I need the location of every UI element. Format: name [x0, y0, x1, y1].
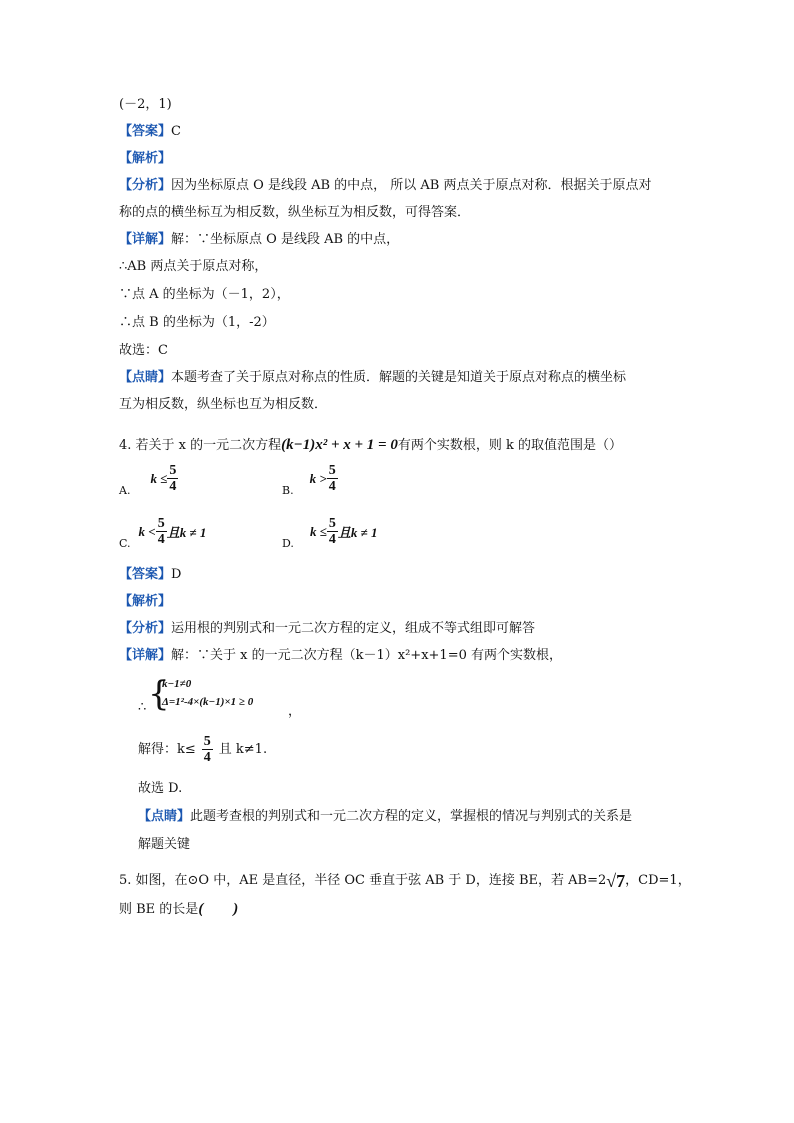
dianjing-tag: 【点睛】 — [138, 809, 191, 824]
option-letter: D. — [282, 537, 294, 550]
answer-tag: 【答案】 — [119, 124, 172, 139]
option-letter: B. — [282, 484, 294, 497]
stem-text: 则 BE 的长是 — [119, 902, 199, 917]
stem-suffix: 有两个实数根，则 k 的取值范围是（） — [397, 438, 623, 453]
fenxi-text: 运用根的判别式和一元二次方程的定义，组成不等式组即可解答 — [171, 621, 536, 636]
xiangjie-text: 解：∵关于 x 的一元二次方程（k－1）x²+x+1=0 有两个实数根， — [171, 648, 562, 663]
answer-tag: 【答案】 — [119, 567, 172, 582]
answer-line-q3 — [119, 123, 181, 141]
jiexi-tag-q3 — [119, 150, 171, 168]
option-relation: k < — [138, 523, 156, 539]
fenxi-line-2-q3: 称的点的横坐标互为相反数，纵坐标互为相反数，可得答案． — [119, 205, 471, 220]
stem-prefix: 4. 若关于 x 的一元二次方程 — [119, 438, 282, 453]
denominator: 4 — [328, 479, 336, 494]
numerator: 5 — [169, 463, 177, 478]
solve-fraction — [202, 734, 213, 765]
quadratic-equation: (k−1)x² + x + 1 = 0 — [281, 437, 398, 453]
answer-line-q4 — [119, 566, 181, 584]
option-d[interactable] — [282, 516, 378, 550]
xiangjie-tag: 【详解】 — [119, 232, 172, 247]
jiexi-tag-q4 — [119, 593, 171, 611]
fenxi-tag: 【分析】 — [119, 178, 172, 193]
question-5-stem-1 — [119, 872, 691, 890]
option-relation: k > — [309, 470, 327, 486]
option-c[interactable] — [119, 516, 207, 550]
choose-q3: 故选：C — [119, 343, 168, 358]
option-tail: 且k ≠ 1 — [337, 525, 378, 540]
denominator: 4 — [328, 532, 336, 547]
system-condition-1: k−1≠0 — [162, 678, 192, 690]
jiexi-label: 【解析】 — [119, 151, 172, 166]
fenxi-line-q4 — [119, 620, 535, 638]
answer-value: D — [171, 567, 182, 582]
solve-suffix: 且 k≠1. — [218, 741, 268, 757]
xiangjie-line-q3 — [119, 231, 399, 249]
left-brace: { — [148, 674, 170, 714]
dianjing-text: 此题考查根的判别式和一元二次方程的定义，掌握根的情况与判别式的关系是 — [190, 809, 633, 824]
option-b[interactable] — [282, 463, 338, 497]
question-5-stem-2 — [119, 900, 238, 919]
dianjing-line-1-q4 — [138, 808, 632, 826]
fraction — [327, 463, 338, 494]
stem-prefix: 5. 如图，在⊙O 中，AE 是直径，半径 OC 垂直于弦 AB 于 D，连接 BE，若 AB=2 — [119, 873, 607, 888]
dianjing-tag: 【点睛】 — [119, 370, 172, 385]
choose-q4: 故选 D. — [138, 781, 183, 796]
therefore-symbol: ∴ — [138, 700, 147, 715]
solve-prefix: 解得：k≤ — [138, 741, 196, 757]
step-point-a: ∵点 A 的坐标为（－1，2）， — [119, 287, 290, 302]
question-4-stem — [119, 436, 622, 455]
fraction — [167, 463, 178, 494]
fenxi-text: 因为坐标原点 O 是线段 AB 的中点， 所以 AB 两点关于原点对称．根据关于原点对 — [171, 178, 652, 193]
jiexi-label: 【解析】 — [119, 594, 172, 609]
system-condition-2: Δ=1²-4×(k−1)×1 ≥ 0 — [162, 696, 254, 708]
answer-value: C — [171, 124, 181, 139]
denominator: 4 — [203, 750, 211, 765]
dianjing-line-2-q4: 解题关键 — [138, 837, 191, 852]
dianjing-text: 本题考查了关于原点对称点的性质．解题的关键是知道关于原点对称点的横坐标 — [171, 370, 627, 385]
numerator: 5 — [157, 516, 165, 531]
fraction — [156, 516, 167, 547]
dianjing-line-2-q3: 互为相反数，纵坐标也互为相反数． — [119, 397, 328, 412]
prev-option-d: (－2，1) — [119, 97, 172, 112]
fenxi-tag: 【分析】 — [119, 621, 172, 636]
step-point-b: ∴点 B 的坐标为（1，-2） — [119, 315, 275, 330]
denominator: 4 — [157, 532, 165, 547]
numerator: 5 — [203, 734, 211, 749]
stem-suffix: ，CD=1， — [625, 873, 691, 888]
comma: ， — [288, 704, 302, 719]
option-relation: k ≤ — [309, 523, 327, 539]
xiangjie-line-q4 — [119, 647, 562, 665]
option-letter: C. — [119, 537, 131, 550]
sqrt-seven: √7 — [606, 871, 626, 891]
numerator: 5 — [328, 516, 336, 531]
numerator: 5 — [328, 463, 336, 478]
option-letter: A. — [119, 484, 131, 497]
fraction — [327, 516, 338, 547]
answer-blank: ( ) — [198, 901, 239, 917]
fenxi-line-1-q3 — [119, 177, 651, 195]
xiangjie-text: 解：∵坐标原点 O 是线段 AB 的中点， — [171, 232, 400, 247]
option-relation: k ≤ — [150, 470, 168, 486]
dianjing-line-1-q3 — [119, 369, 626, 387]
step-symmetric: ∴AB 两点关于原点对称， — [119, 259, 268, 274]
option-a[interactable] — [119, 463, 178, 497]
solve-line — [138, 734, 267, 765]
inequality-system — [138, 676, 308, 720]
xiangjie-tag: 【详解】 — [119, 648, 172, 663]
denominator: 4 — [169, 479, 177, 494]
option-tail: 且k ≠ 1 — [166, 525, 207, 540]
